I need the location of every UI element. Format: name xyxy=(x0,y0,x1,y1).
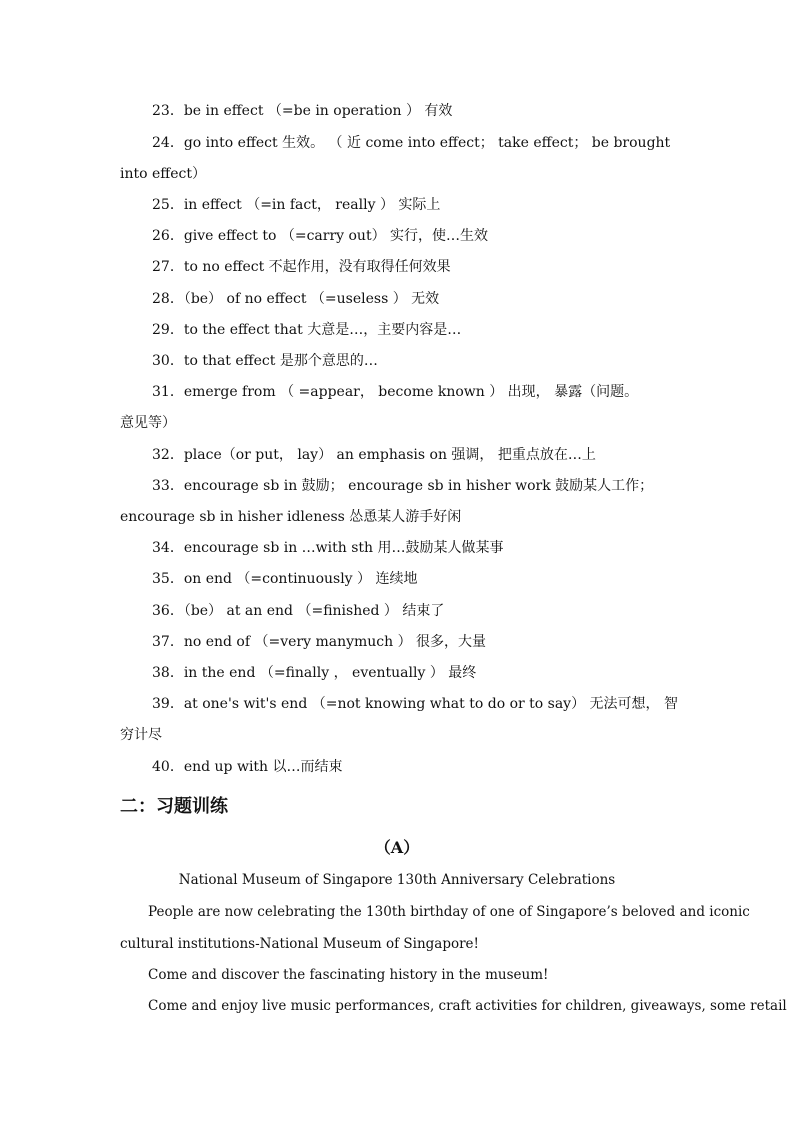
passage-paragraph-1-continued: cultural institutions-National Museum of Singapore! xyxy=(120,936,479,952)
passage-paragraph-2: Come and discover the fascinating history in the museum! xyxy=(148,967,549,983)
vocab-entry-30: 30．to that effect 是那个意思的… xyxy=(152,353,378,369)
vocab-entry-26: 26．give effect to （=carry out） 实行，使…生效 xyxy=(152,228,489,244)
vocab-entry-31: 31．emerge from （ =appear， become known ） 出现， 暴露（问题。 xyxy=(152,384,639,400)
vocab-entry-38: 38．in the end （=finally ， eventually ） 最终 xyxy=(152,665,477,681)
passage-label: （A） xyxy=(374,838,420,857)
vocab-entry-33: 33．encourage sb in 鼓励； encourage sb in hisher work 鼓励某人工作； xyxy=(152,478,654,494)
vocab-entry-27: 27．to no effect 不起作用，没有取得任何效果 xyxy=(152,259,451,275)
vocab-entry-24: 24．go into effect 生效。 （ 近 come into effect； take effect； be brought xyxy=(152,135,671,151)
vocab-entry-35: 35．on end （=continuously ） 连续地 xyxy=(152,571,418,587)
vocab-entry-29: 29．to the effect that 大意是…，主要内容是… xyxy=(152,322,462,338)
vocab-entry-25: 25．in effect （=in fact， really ） 实际上 xyxy=(152,197,441,213)
vocab-entry-23: 23．be in effect （=be in operation ） 有效 xyxy=(152,103,453,119)
vocab-entry-31-continued: 意见等） xyxy=(120,415,176,431)
vocab-entry-37: 37．no end of （=very manymuch ） 很多，大量 xyxy=(152,634,487,650)
vocab-entry-39-continued: 穷计尽 xyxy=(120,727,162,743)
passage-paragraph-3: Come and enjoy live music performances, craft activities for children, giveaways, some retail xyxy=(148,998,787,1014)
vocab-entry-40: 40．end up with 以…而结束 xyxy=(152,759,343,775)
vocab-entry-36: 36．（be） at an end （=finished ） 结束了 xyxy=(152,603,445,619)
vocab-entry-39: 39．at one's wit's end （=not knowing what to do or to say） 无法可想， 智 xyxy=(152,696,678,712)
vocab-entry-33-continued: encourage sb in hisher idleness 怂恿某人游手好闲 xyxy=(120,509,462,525)
passage-paragraph-1: People are now celebrating the 130th birthday of one of Singapore’s beloved and iconic xyxy=(148,904,750,920)
vocab-entry-24-continued: into effect） xyxy=(120,166,206,182)
vocab-entry-32: 32．place（or put， lay） an emphasis on 强调， 把重点放在…上 xyxy=(152,447,596,463)
section-heading: 二：习题训练 xyxy=(120,796,228,817)
vocab-entry-28: 28．（be） of no effect （=useless ） 无效 xyxy=(152,291,440,307)
vocab-entry-34: 34．encourage sb in …with sth 用…鼓励某人做某事 xyxy=(152,540,504,556)
passage-title: National Museum of Singapore 130th Anniversary Celebrations xyxy=(178,872,616,888)
